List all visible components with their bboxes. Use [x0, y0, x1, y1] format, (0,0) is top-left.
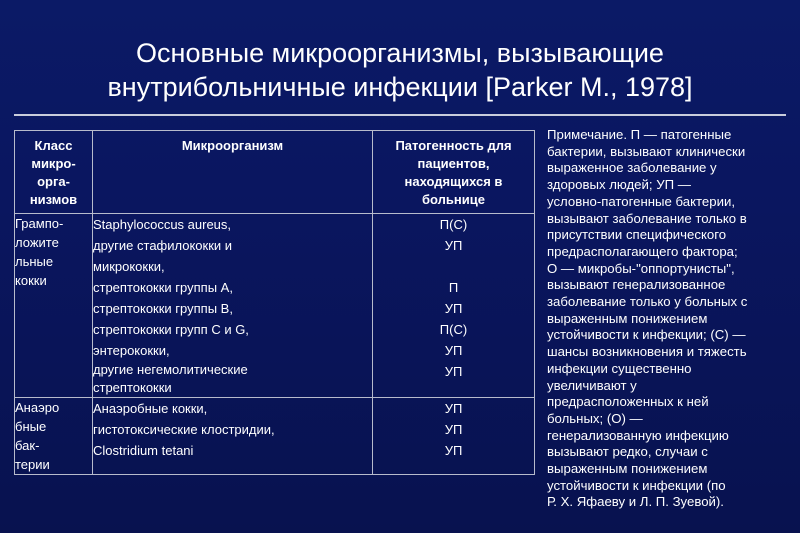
- title-divider: [14, 114, 786, 116]
- slide-title: [0, 36, 800, 104]
- table-header-row: [15, 131, 535, 214]
- microorganism-table: [14, 130, 535, 475]
- class-cell: Анаэро бные бак- терии: [15, 398, 93, 475]
- header-organism: Микроорганизм: [93, 131, 373, 214]
- pathogenicity-cell: П(С) УП П УП П(С) УП УП: [373, 214, 535, 398]
- pathogenicity-cell: УП УП УП: [373, 398, 535, 475]
- table-row: [15, 214, 535, 398]
- title-line-1: Основные микроорганизмы, вызывающие: [136, 38, 664, 68]
- pathogenicity-gap: [373, 256, 534, 277]
- header-pathogenicity: Патогенность для пациентов, находящихся в больнице: [373, 131, 535, 214]
- organism-cell: Анаэробные кокки, гистотоксические клостридии, Clostridium tetani: [93, 398, 373, 475]
- class-cell: Грампо- ложите льные кокки: [15, 214, 93, 398]
- title-line-2: внутрибольничные инфекции [Parker M., 1978]: [107, 72, 693, 102]
- header-class: Класс микро- орга- низмов: [15, 131, 93, 214]
- note-text: Примечание. П — патогенные бактерии, вызывают клинически выраженное заболевание у здоровых людей; УП — условно-патогенные бактерии, вызывают заболевание только в присутствии специфического предрасполагающего фактора; О — микробы-"оппортунисты", вызывают генерализованное заболевание только у больных с выраженным понижением устойчивости к инфекции; (С) — шансы возникновения и тяжесть инфекции существенно увеличивают у предрасположенных к ней больных; (О) — генерализованную инфекцию вызывают редко, случаи с выраженным понижением устойчивости к инфекции (по Р. Х. Яфаеву и Л. П. Зуевой).: [547, 127, 748, 510]
- table-row: [15, 398, 535, 475]
- organism-cell: Staphylococcus aureus, другие стафилококки и микрококки, стрептококки группы А, стрептококки группы В, стрептококки групп С и G, энтерококки, другие негемолитические стрептококки: [93, 214, 373, 398]
